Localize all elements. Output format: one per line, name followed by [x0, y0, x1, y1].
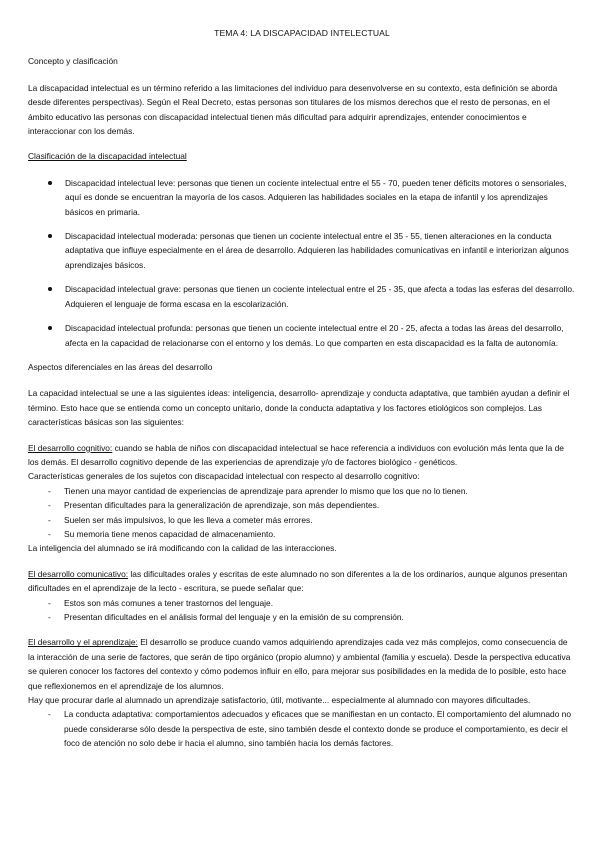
- list-item: - Estos son más comunes a tener trastornos del lenguaje.: [28, 596, 576, 610]
- document-title: TEMA 4: LA DISCAPACIDAD INTELECTUAL: [214, 28, 390, 38]
- list-item: - Presentan dificultades en el análisis formal del lenguaje y en la emisión de su comprensión.: [28, 610, 576, 624]
- desarrollo-cognitivo-block: [28, 441, 576, 556]
- comunicativo-label: El desarrollo comunicativo:: [28, 568, 129, 579]
- section-heading-concepto: Concepto y clasificación: [28, 56, 118, 67]
- section-heading-clasificacion: Clasificación de la discapacidad intelectual: [28, 151, 187, 162]
- list-item: - Presentan dificultades para la generalización de aprendizaje, son más dependientes.: [28, 498, 576, 512]
- aprendizaje-list: [28, 707, 576, 750]
- list-item: - Su memoria tiene menos capacidad de almacenamiento.: [28, 527, 576, 541]
- concepto-paragraph: La discapacidad intelectual es un término referido a las limitaciones del individuo para desenvolverse en su contexto, esta definición se aborda desde diferentes perspectivas). Según el Real Decreto, estas personas son titulares de los mismos derechos que el resto de personas, en el ámbito educativo las personas con discapacidad intelectual tienen más dificultad para adquirir aprendizajes, entender conocimientos e interaccionar con los demás.: [28, 82, 558, 137]
- aspectos-intro: La capacidad intelectual se une a las siguientes ideas: inteligencia, desarrollo- aprendizaje y conducta adaptativa, que también ayudan a definir el término. Esto hace que se entienda como un concepto unitario, donde la conducta adaptativa y los factores etiológicos son complejos. Las características básicas son las siguientes:: [28, 388, 570, 428]
- aprendizaje-label: El desarrollo y el aprendizaje:: [28, 637, 138, 648]
- section-heading-aspectos: Aspectos diferenciales en las áreas del desarrollo: [28, 361, 213, 372]
- cognitivo-label: El desarrollo cognitivo:: [28, 442, 113, 453]
- aprendizaje-text: El desarrollo se produce cuando vamos adquiriendo aprendizajes cada vez más complejos, como consecuencia de la interacción de una serie de factores, que serán de tipo orgánico (propio alumno) y ambiental (familia y escuela). Desde la perspectiva educativa se quieren conocer los factores del contexto y cómo podemos influir en ello, para mejorar sus posibilidades en la medida de lo posible, esto hace que reflexionemos en el aprendizaje de los alumnos.: [28, 637, 571, 691]
- list-item: - La conducta adaptativa: comportamientos adecuados y eficaces que se manifiestan en un contacto. El comportamiento del alumnado no puede considerarse sólo desde la perspectiva de este, sino también desde el contexto donde se produce el comportamiento, es decir el foco de atención no solo debe ir hacia el alumno, sino también hacia los demás factores.: [28, 707, 576, 750]
- desarrollo-comunicativo-block: [28, 567, 576, 625]
- cognitivo-closing: La inteligencia del alumnado se irá modificando con la calidad de las interacciones.: [28, 543, 337, 554]
- list-item-grave: Discapacidad intelectual grave: personas que tienen un cociente intelectual entre el 25 - 35, que afecta a todas las esferas del desarrollo. Adquieren el lenguaje de forma escasa en la escolarización.: [28, 282, 576, 311]
- document-page: [28, 26, 576, 762]
- list-item-moderada: Discapacidad intelectual moderada: personas que tienen un cociente intelectual entre el 35 - 55, tienen alteraciones en la conducta adaptativa que influye especialmente en el área de desarrollo. Adquieren las habilidades comunicativas en infantil e interiorizan algunos aprendizajes básicos.: [28, 229, 576, 272]
- comunicativo-list: [28, 596, 576, 625]
- desarrollo-aprendizaje-block: [28, 635, 576, 750]
- aprendizaje-line2: Hay que procurar darle al alumnado un aprendizaje satisfactorio, útil, motivante... especialmente al alumnado con mayores dificultades.: [28, 695, 531, 706]
- cognitivo-text: cuando se habla de niños con discapacidad intelectual se hace referencia a individuos con evolución más lenta que la de los demás. El desarrollo cognitivo depende de las experiencias de aprendizaje y/o de factores biológico - genéticos.: [28, 442, 564, 467]
- clasificacion-list: [28, 176, 576, 350]
- list-item-leve: Discapacidad intelectual leve: personas que tienen un cociente intelectual entre el 55 - 70, pueden tener déficits motores o sensoriales, aquí es donde se encuentran la mayoría de los casos. Adquieren las habilidades sociales en la etapa de infantil y los aprendizajes básicos en primaria.: [28, 176, 576, 219]
- list-item-profunda: Discapacidad intelectual profunda: personas que tienen un cociente intelectual entre el 20 - 25, afecta a todas las áreas del desarrollo, afecta en la capacidad de relacionarse con el entorno y los demás. Lo que comparten en esta discapacidad es la falta de autonomía.: [28, 321, 576, 350]
- cognitivo-list: [28, 484, 576, 542]
- list-item: - Suelen ser más impulsivos, lo que les lleva a cometer más errores.: [28, 513, 576, 527]
- comunicativo-text: las dificultades orales y escritas de este alumnado no son diferentes a la de los ordinarios, aunque algunos presentan dificultades en el aprendizaje de la lecto - escritura, se puede señalar que:: [28, 568, 568, 594]
- cognitivo-line2: Características generales de los sujetos con discapacidad intelectual con respecto al desarrollo cognitivo:: [28, 471, 420, 482]
- list-item: - Tienen una mayor cantidad de experiencias de aprendizaje para aprender lo mismo que los que no lo tienen.: [28, 484, 576, 498]
